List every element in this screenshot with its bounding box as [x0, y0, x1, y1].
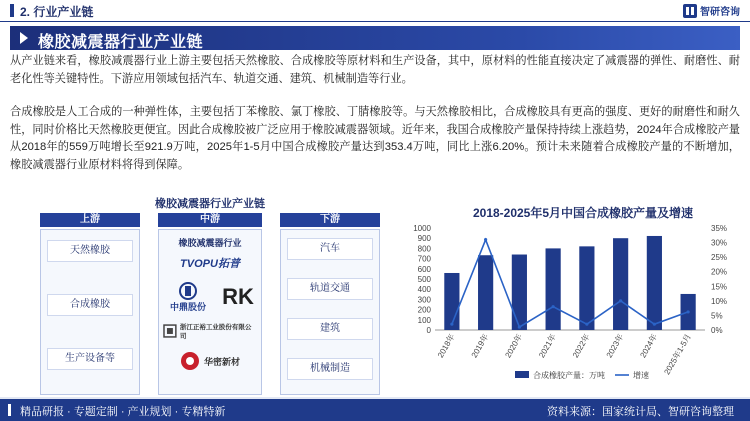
x-tick-label: 2020年: [503, 332, 525, 360]
x-tick-label: 2018年: [435, 332, 457, 360]
footer-accent: [8, 404, 11, 416]
legend-bar-label: 合成橡胶产量：万吨: [533, 371, 605, 380]
x-tick-label: 2025年1-5月: [662, 332, 693, 377]
y-left-tick-label: 1000: [413, 224, 431, 233]
chart-title: 2018-2025年5月中国合成橡胶产量及增速: [472, 206, 694, 220]
y-right-tick-label: 15%: [711, 282, 728, 292]
growth-point: [552, 305, 555, 308]
company-name: 华密新材: [203, 356, 240, 367]
growth-point: [653, 323, 656, 326]
legend-line-label: 增速: [633, 371, 649, 380]
upstream-item: 合成橡胶: [47, 294, 133, 316]
production-chart: [405, 220, 745, 390]
industry-chain-panel: [40, 195, 380, 395]
brand-logo[interactable]: [683, 3, 740, 18]
bar: [478, 255, 493, 330]
y-left-tick-label: 100: [417, 315, 431, 325]
y-right-tick-label: 25%: [711, 253, 728, 263]
section-title: 2. 行业产业链: [20, 5, 94, 19]
y-left-tick-label: 0: [426, 326, 431, 335]
growth-point: [585, 323, 588, 326]
company-logo-huami: [163, 348, 257, 374]
section-accent: [10, 4, 14, 17]
downstream-item: 机械制造: [287, 358, 373, 380]
midstream-column: [158, 229, 262, 395]
x-tick-label: 2022年: [570, 332, 592, 360]
page-title: 橡胶减震器行业产业链: [38, 34, 204, 51]
company-logo-tuopu: TVOPU拓普: [180, 258, 240, 270]
zhongding-logo-icon: [179, 282, 197, 300]
growth-point: [450, 323, 453, 326]
x-tick-label: 2024年: [638, 332, 660, 360]
y-left-tick-label: 500: [417, 275, 431, 284]
growth-point: [484, 238, 487, 241]
bar: [546, 248, 561, 330]
play-arrow-icon: [20, 32, 28, 44]
upstream-header: 上游: [40, 213, 140, 227]
company-name: 浙江正裕工业股份有限公司: [179, 324, 252, 340]
midstream-heading: 橡胶减震器行业: [178, 238, 242, 248]
top-bar: [0, 0, 750, 22]
x-tick-label: 2021年: [537, 332, 558, 360]
bar: [444, 273, 459, 330]
title-band: [10, 26, 740, 50]
data-source: 资料来源：国家统计局、智研咨询整理: [547, 406, 734, 418]
zhiyan-logo-icon: [683, 4, 697, 18]
y-left-tick-label: 700: [417, 254, 431, 264]
bar: [579, 246, 594, 330]
midstream-header: 中游: [158, 213, 262, 227]
company-logo-zhengyu: [163, 320, 257, 342]
y-left-tick-label: 600: [417, 264, 431, 274]
header-divider: [0, 21, 750, 22]
upstream-item: 生产设备等: [47, 348, 133, 370]
y-left-tick-label: 800: [417, 244, 431, 254]
bar: [613, 238, 628, 330]
growth-point: [619, 299, 622, 302]
y-right-tick-label: 5%: [711, 311, 723, 321]
y-right-tick-label: 35%: [711, 224, 728, 233]
y-left-tick-label: 200: [417, 305, 431, 315]
y-left-tick-label: 400: [417, 285, 431, 295]
x-tick-label: 2019年: [469, 332, 491, 360]
footer: [0, 399, 750, 421]
x-tick-label: 2023年: [604, 332, 626, 360]
y-right-tick-label: 10%: [711, 296, 728, 306]
footer-links[interactable]: 精品研报 · 专题定制 · 产业规划 · 专精特新: [20, 406, 226, 418]
chain-title: 橡胶减震器行业产业链: [155, 198, 265, 210]
huami-logo-icon: [180, 351, 200, 371]
brand-name: 智研咨询: [700, 7, 740, 18]
zhengyu-logo-icon: [163, 324, 177, 338]
bar: [647, 236, 662, 330]
upstream-item: 天然橡胶: [47, 240, 133, 262]
company-logo-rk: RK: [222, 284, 254, 309]
growth-point: [687, 310, 690, 313]
downstream-item: 建筑: [287, 318, 373, 340]
y-right-tick-label: 20%: [711, 267, 728, 277]
growth-point: [518, 325, 521, 328]
y-right-tick-label: 30%: [711, 238, 728, 248]
y-left-tick-label: 300: [417, 295, 431, 305]
company-logo-zhongding: [163, 280, 213, 314]
downstream-item: 汽车: [287, 238, 373, 260]
y-right-tick-label: 0%: [711, 326, 723, 335]
legend-bar-swatch: [515, 371, 529, 378]
downstream-item: 轨道交通: [287, 278, 373, 300]
intro-paragraph: 从产业链来看，橡胶减震器行业上游主要包括天然橡胶、合成橡胶等原材料和生产设备，其中，原材料的性能直接决定了减震器的弹性、耐磨性、耐老化性等关键特性。下游应用领域包括汽车、轨道交通、建筑、机械制造等行业。: [10, 55, 740, 85]
company-name: 中鼎股份: [169, 301, 206, 312]
downstream-column: [280, 229, 380, 395]
synthetic-rubber-paragraph: 合成橡胶是人工合成的一种弹性体，主要包括丁苯橡胶、氯丁橡胶、丁腈橡胶等。与天然橡胶相比，合成橡胶具有更高的强度、更好的耐磨性和耐久性，同时价格比天然橡胶更便宜。因此合成橡胶被广泛应用于橡胶减震器领域。近年来，我国合成橡胶产量保持持续上涨趋势，2024年合成橡胶产量从2018年的559万吨增长至921.9万吨，2025年1-5月中国合成橡胶产量达到353.4万吨，同比上涨6.20%。预计未来随着合成橡胶产量的不断增加，橡胶减震器行业原材料将得到保障。: [10, 106, 740, 171]
bar: [512, 255, 527, 330]
y-left-tick-label: 900: [417, 234, 431, 244]
downstream-header: 下游: [280, 213, 380, 227]
upstream-column: [40, 229, 140, 395]
